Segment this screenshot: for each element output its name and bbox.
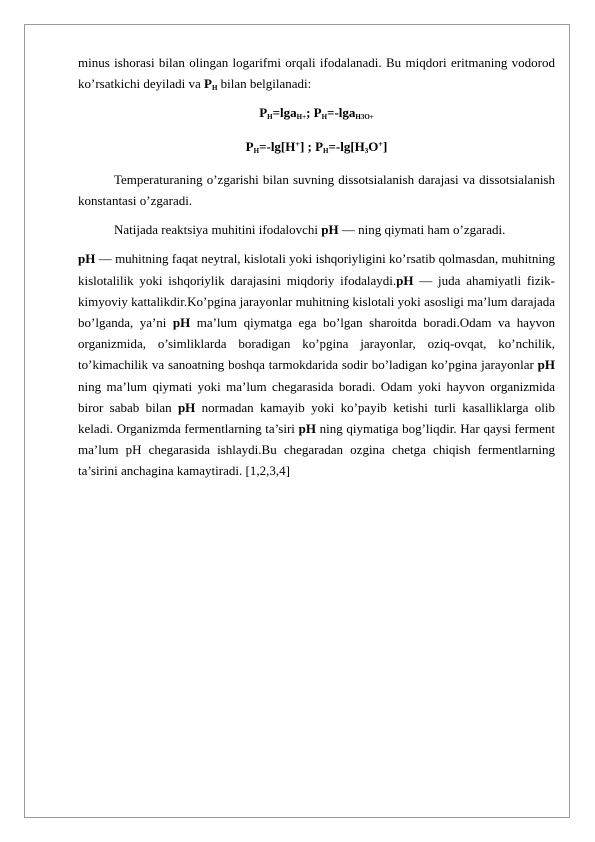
f2-t2: ] ; P [299,138,324,154]
f2-t1: =-lg[H [259,138,296,154]
f2-t4: O [368,138,379,154]
ph-bold: pH [172,315,191,331]
document-body [78,52,555,482]
ph-bold: pH [321,222,339,238]
ph-text-3: ma’lum qiymatga ega bo’lgan sharoitda boradi.Odam va hayvon organizmida, o’simliklarda boradigan ko’pgina jarayonlar, oziq-ovqat, ko’nchilik, to’kimachilik va sanoatning boshqa tarmokdarida sodir bo’ladigan ko’pgina jarayonlar [78,315,555,373]
ph-bold: pH [177,399,196,415]
f2-s1: H [253,146,260,155]
f2-s2: H [323,146,329,155]
f1-s4: H3O+ [355,113,374,122]
formula-line-2 [78,136,555,157]
f1-s3: H [321,113,328,122]
paragraph-ph-description [78,248,555,481]
ph-symbol [204,76,217,91]
ph-bold: pH [298,421,316,437]
f2-p1: P [245,138,254,154]
ph-bold: pH [537,357,555,373]
f2-sup2: + [378,139,383,149]
f1-t2: ; P [306,105,322,121]
f2-t5: ] [382,138,388,154]
ph-bold: pH [78,251,96,267]
ph-text-1: — muhitning faqat neytral, kislotali yoki ishqoriyligini ko’rsatib qolmasdan, muhitning kislotalilik yoki ishqoriylik darajasini miqdoriy ifodalaydi. [78,251,555,288]
formula-line-1 [78,102,555,123]
ph-subscript: H [211,84,218,93]
result-before: Natijada reaktsiya muhitini ifodalovchi [114,222,322,238]
result-after: — ning qiymati ham o’zgaradi. [338,222,506,238]
paragraph-result [78,219,555,240]
f1-t3: =-lga [327,105,356,121]
ph-text-6: ning qiymatiga bog’liqdir. Har qaysi ferment ma’lum pH chegarasida ishlaydi.Bu chegaradan ozgina chetga chiqish fermentlarning ta’sirini anchagina kamaytiradi. [1,2,3,4] [78,421,555,479]
f2-sup1: + [295,139,300,149]
f1-s2: H+ [296,113,307,122]
intro-text: minus ishorasi bilan olingan logarifmi orqali ifodalanadi. Bu miqdori eritmaning vodorod ko’rsatkichi deyiladi va [78,55,555,92]
ph-text-5: normadan kamayib yoki ko’payib ketishi turli kasalliklarga olib keladi. Organizmda fermentlarning ta’siri [78,399,555,437]
f2-s3: 3 [364,146,369,155]
f1-s1: H [267,113,273,122]
ph-text-4: ning ma’lum qiymati yoki ma’lum chegarasida boradi. Odam yoki hayvon organizmida biror sabab bilan [78,378,555,415]
f1-p1: P [259,105,268,121]
ph-letter: P [204,76,212,92]
f2-t3: =-lg[H [328,138,365,154]
f1-t1: =lga [272,105,297,121]
paragraph-intro [78,52,555,94]
ph-bold: pH [396,272,414,288]
ph-text-2: — juda ahamiyatli fizik-kimyoviy kattalikdir.Ko’pgina jarayonlar muhitning kislotali yoki asosligi ma’lum darajada bo’lganda, ya’ni [78,272,555,331]
intro-tail: bilan belgilanadi: [217,76,312,92]
paragraph-temperature: Temperaturaning o’zgarishi bilan suvning dissotsialanish darajasi va dissotsialanish konstantasi o’zgaradi. [78,171,555,209]
